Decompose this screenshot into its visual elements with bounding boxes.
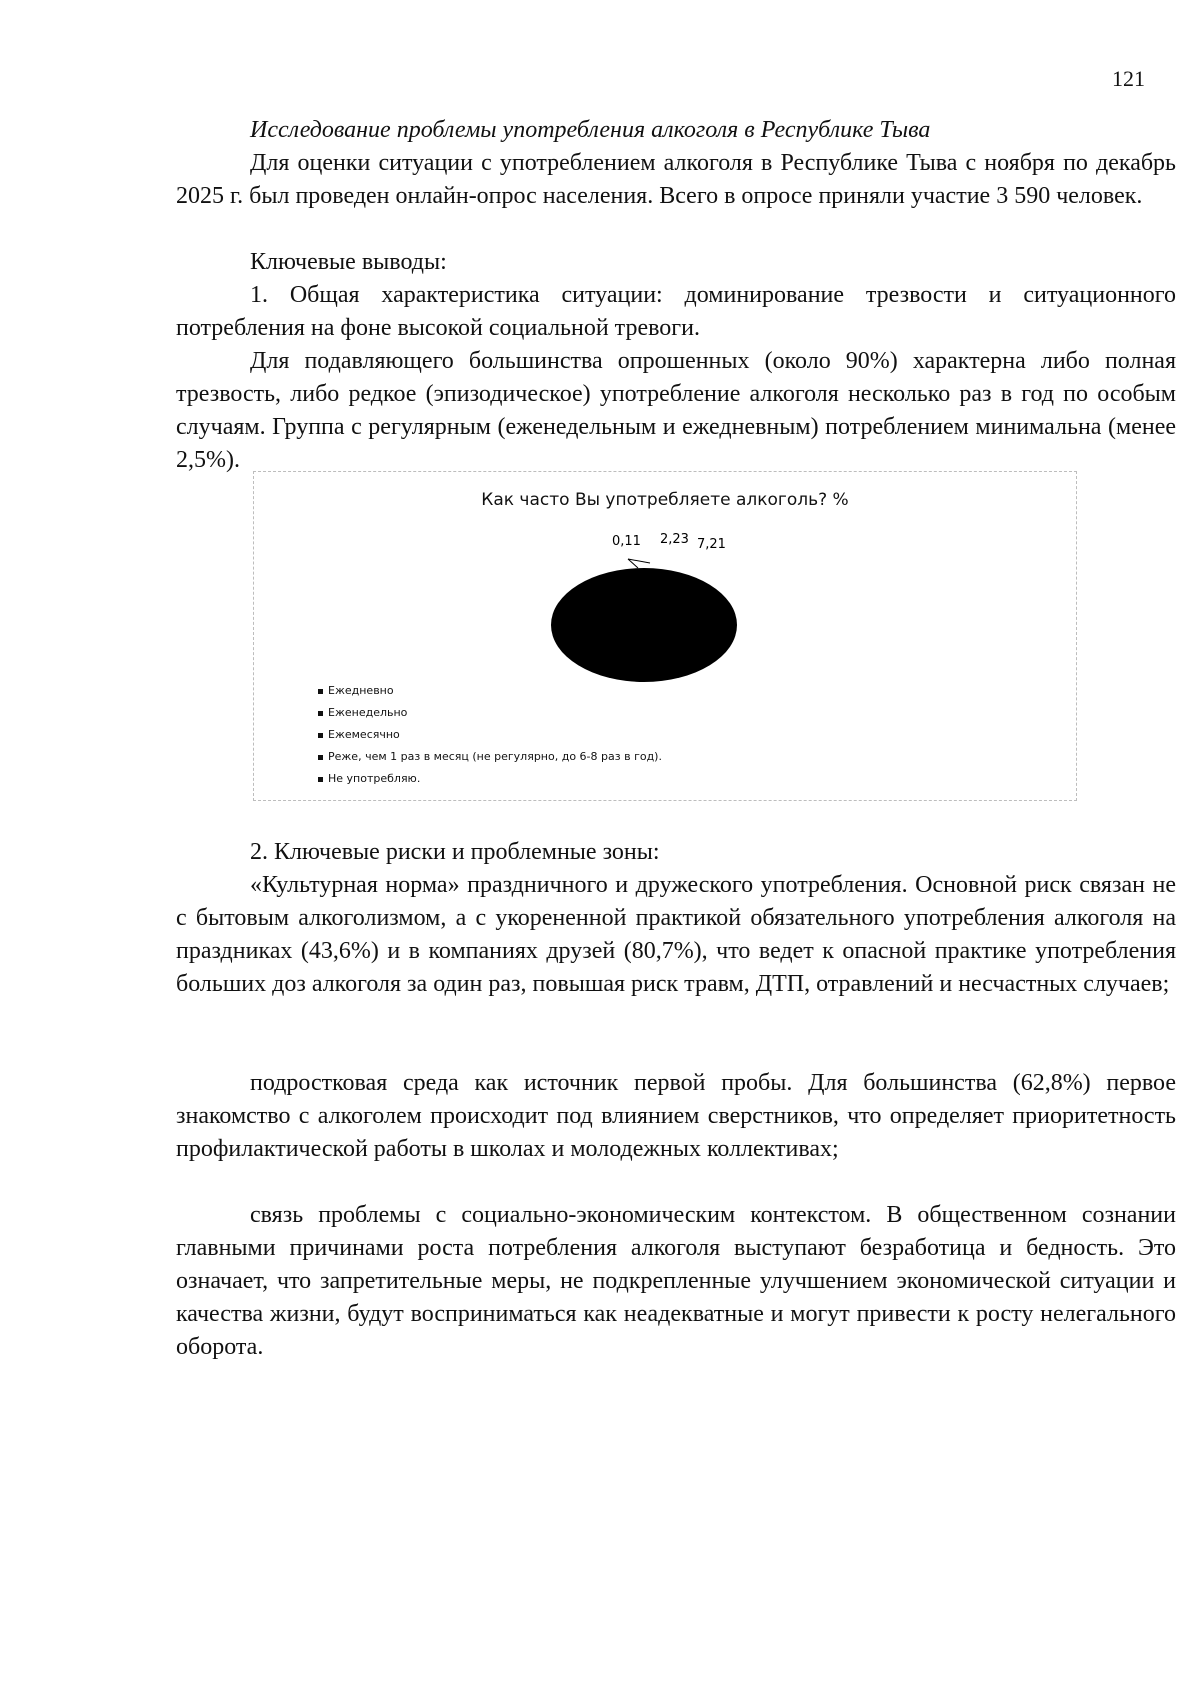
section-heading: Исследование проблемы употребления алкоголя в Республике Тыва [250, 117, 931, 143]
paragraph-teen: подростковая среда как источник первой пробы. Для большинства (62,8%) первое знакомство с алкоголем происходит под влиянием сверстников, что определяет приоритетность профилактической работы в школах и молодежных коллективах; [176, 1070, 1176, 1162]
legend-item [318, 702, 662, 724]
paragraph-point-1: 1. Общая характеристика ситуации: доминирование трезвости и ситуационного потребления на фоне высокой социальной тревоги. [176, 282, 1176, 341]
chart-title: Как часто Вы употребляете алкоголь? % [481, 490, 849, 510]
legend-marker [318, 755, 323, 760]
legend-label: Не употребляю. [328, 772, 421, 785]
paragraph-socioeconomic: связь проблемы с социально-экономическим контекстом. В общественном сознании главными причинами роста потребления алкоголя выступают безработица и бедность. Это означает, что запретительные меры, не подкрепленные улучшением экономической ситуации и качества жизни, будут восприниматься как неадекватные и могут привести к росту нелегального оборота. [176, 1202, 1176, 1360]
paragraph-key-findings: Ключевые выводы: [250, 249, 447, 275]
legend-item [318, 746, 662, 768]
legend-label: Реже, чем 1 раз в месяц (не регулярно, до 6-8 раз в год). [328, 750, 662, 763]
paragraph-cultural-norm: «Культурная норма» праздничного и дружеского употребления. Основной риск связан не с бытовым алкоголизмом, а с укорененной практикой обязательного употребления алкоголя на праздниках (43,6%) и в компаниях друзей (80,7%), что ведет к опасной практике употребления больших доз алкоголя за один раз, повышая риск травм, ДТП, отравлений и несчастных случаев; [176, 872, 1176, 997]
legend-label: Ежемесячно [328, 728, 400, 741]
paragraph-point-2: 2. Ключевые риски и проблемные зоны: [250, 839, 660, 865]
legend-item [318, 724, 662, 746]
legend-label: Ежедневно [328, 684, 394, 697]
pie-slice-ne-upotreblyayu [551, 568, 737, 682]
legend-marker [318, 689, 323, 694]
legend-label: Еженедельно [328, 706, 408, 719]
legend-marker [318, 777, 323, 782]
data-label-2: 7,21 [697, 537, 726, 552]
legend-item [318, 680, 662, 702]
legend-marker [318, 733, 323, 738]
data-label-0: 0,11 [612, 534, 641, 549]
pie-chart [253, 471, 1077, 801]
paragraph-intro: Для оценки ситуации с употреблением алкоголя в Республике Тыва с ноября по декабрь 2025 г. был проведен онлайн-опрос населения. Всего в опросе приняли участие 3 590 человек. [176, 150, 1176, 209]
legend-marker [318, 711, 323, 716]
page-number: 121 [1112, 66, 1145, 91]
chart-legend [318, 680, 662, 790]
paragraph-majority: Для подавляющего большинства опрошенных (около 90%) характерна либо полная трезвость, либо редкое (эпизодическое) употребление алкоголя несколько раз в год по особым случаям. Группа с регулярным (еженедельным и ежедневным) потреблением минимальна (менее 2,5%). [176, 348, 1176, 473]
legend-item [318, 768, 662, 790]
data-label-1: 2,23 [660, 532, 689, 547]
